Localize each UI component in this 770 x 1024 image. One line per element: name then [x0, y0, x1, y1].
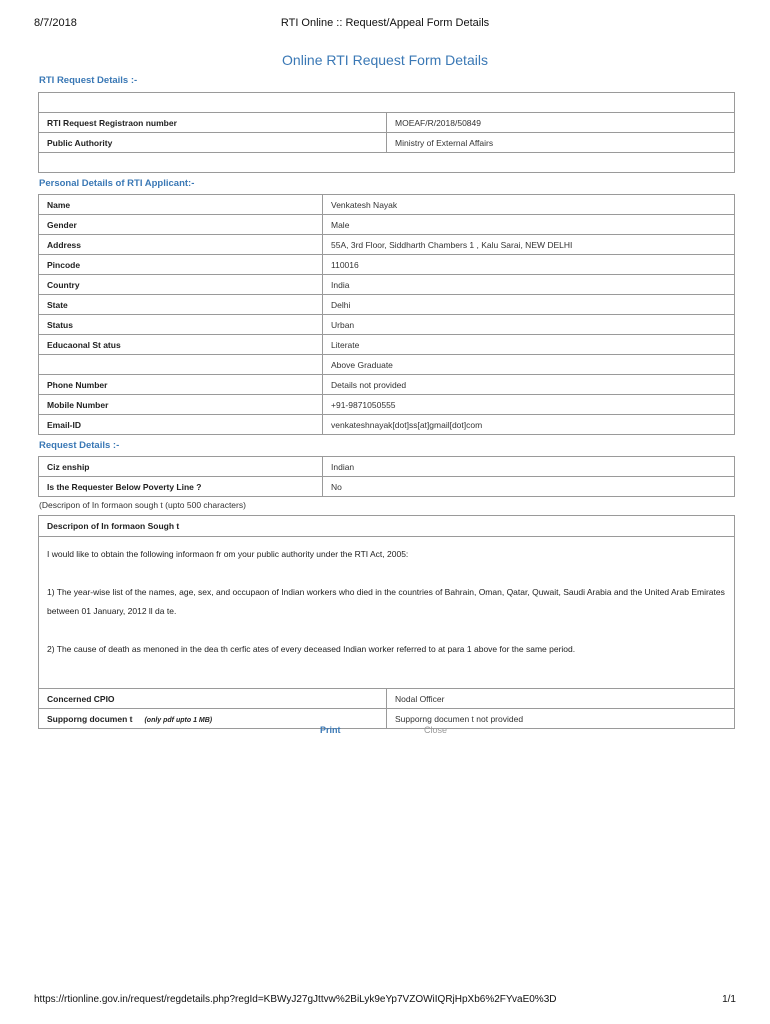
- field-label: Educaonal St atus: [39, 335, 323, 355]
- field-value: Nodal Officer: [387, 689, 735, 709]
- description-body: [39, 537, 735, 689]
- personal-section-title: Personal Details of RTI Applicant:-: [39, 178, 195, 189]
- description-heading-row: [39, 516, 735, 537]
- description-body-row: [39, 537, 735, 689]
- field-value: Venkatesh Nayak: [323, 195, 735, 215]
- field-label: Public Authority: [39, 133, 387, 153]
- description-paragraph: 2) The cause of death as menoned in the dea th cerfic ates of every deceased Indian worker referred to at para 1 above for the same period.: [47, 644, 576, 654]
- field-label: Ciz enship: [39, 457, 323, 477]
- table-row: [39, 457, 735, 477]
- request-table: [38, 456, 735, 497]
- table-row: [39, 375, 735, 395]
- field-value: Literate: [323, 335, 735, 355]
- field-label: Address: [39, 235, 323, 255]
- field-label: Supporng documen t: [47, 713, 133, 724]
- field-value: 55A, 3rd Floor, Siddharth Chambers 1 , Kalu Sarai, NEW DELHI: [323, 235, 735, 255]
- description-heading: Descripon of In formaon Sough t: [39, 516, 735, 537]
- field-label: Email-ID: [39, 415, 323, 435]
- blank-row: [39, 93, 735, 113]
- field-value: Supporng documen t not provided: [387, 709, 735, 729]
- blank-row: [39, 153, 735, 173]
- field-value: Indian: [323, 457, 735, 477]
- table-row: [39, 255, 735, 275]
- field-value: Delhi: [323, 295, 735, 315]
- field-label: Name: [39, 195, 323, 215]
- table-row: [39, 709, 735, 729]
- field-label: Concerned CPIO: [39, 689, 387, 709]
- description-paragraph: I would like to obtain the following informaon fr om your public authority under the RTI Act, 2005:: [47, 549, 409, 559]
- field-label: RTI Request Registraon number: [39, 113, 387, 133]
- field-value: venkateshnayak[dot]ss[at]gmail[dot]com: [323, 415, 735, 435]
- field-value: India: [323, 275, 735, 295]
- personal-table: [38, 194, 735, 435]
- table-row: [39, 215, 735, 235]
- print-page-number: 1/1: [722, 994, 736, 1005]
- table-row: [39, 315, 735, 335]
- table-row: [39, 415, 735, 435]
- rti-request-table: [38, 92, 735, 173]
- close-button[interactable]: Close: [424, 725, 448, 735]
- field-label: Mobile Number: [39, 395, 323, 415]
- field-label: Gender: [39, 215, 323, 235]
- print-button[interactable]: Print: [320, 725, 341, 735]
- field-value: +91-9871050555: [323, 395, 735, 415]
- table-row: [39, 335, 735, 355]
- print-date: 8/7/2018: [34, 17, 77, 29]
- field-label: Status: [39, 315, 323, 335]
- field-value: Ministry of External Affairs: [387, 133, 735, 153]
- table-row: [39, 395, 735, 415]
- description-table: [38, 515, 735, 729]
- field-value: Details not provided: [323, 375, 735, 395]
- field-label: Country: [39, 275, 323, 295]
- table-row: [39, 113, 735, 133]
- field-label: Phone Number: [39, 375, 323, 395]
- field-value: No: [323, 477, 735, 497]
- field-value: Above Graduate: [323, 355, 735, 375]
- rti-request-section-title: RTI Request Details :-: [39, 75, 138, 86]
- field-value: 110016: [323, 255, 735, 275]
- description-paragraph: 1) The year-wise list of the names, age, sex, and occupaon of Indian workers who died in the countries of Bahrain, Oman, Qatar, Quwait, Saudi Arabia and the United Arab Emirates between 01 January, 2012 ll da te.: [47, 587, 725, 616]
- upload-hint: (only pdf upto 1 MB): [144, 716, 213, 724]
- page-title: Online RTI Request Form Details: [282, 52, 488, 68]
- field-label: Pincode: [39, 255, 323, 275]
- table-row: [39, 275, 735, 295]
- request-section-title: Request Details :-: [39, 440, 120, 451]
- table-row: [39, 355, 735, 375]
- field-value: Urban: [323, 315, 735, 335]
- table-row: [39, 689, 735, 709]
- table-row: [39, 295, 735, 315]
- field-value: MOEAF/R/2018/50849: [387, 113, 735, 133]
- field-value: Male: [323, 215, 735, 235]
- field-label: State: [39, 295, 323, 315]
- field-label: Is the Requester Below Poverty Line ?: [39, 477, 323, 497]
- print-footer-url: https://rtionline.gov.in/request/regdetails.php?regId=KBWyJ27gJttvw%2BiLyk9eYp7VZOWiIQRjHpXb6%2FYvaE0%3D: [34, 994, 557, 1005]
- table-row: [39, 133, 735, 153]
- field-label: [39, 355, 323, 375]
- table-row: [39, 477, 735, 497]
- table-row: [39, 235, 735, 255]
- print-header-title: RTI Online :: Request/Appeal Form Details: [280, 17, 490, 29]
- description-note: (Descripon of In formaon sough t (upto 500 characters): [39, 500, 246, 510]
- table-row: [39, 195, 735, 215]
